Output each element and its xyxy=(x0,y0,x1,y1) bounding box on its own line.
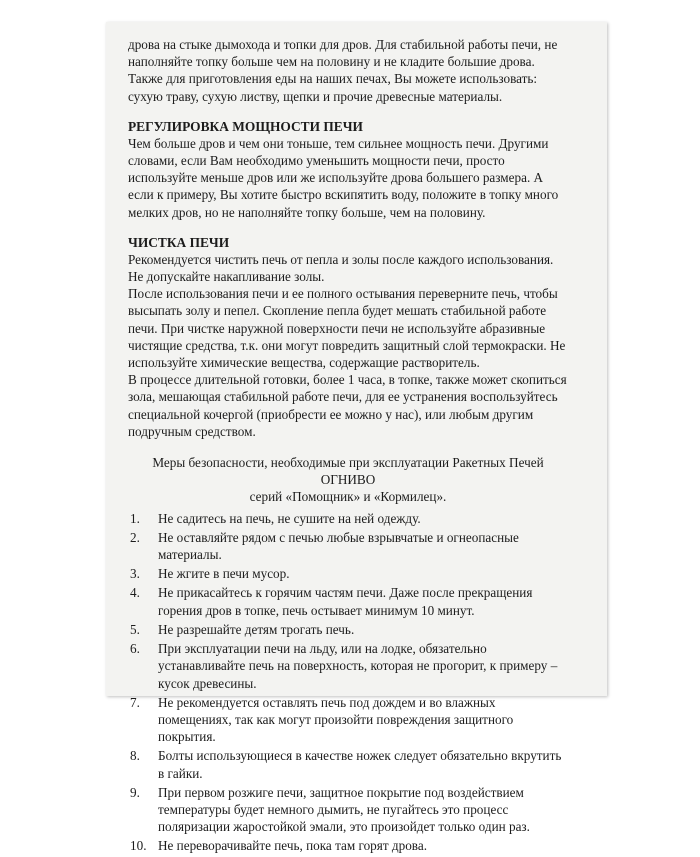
section-heading-cleaning: ЧИСТКА ПЕЧИ xyxy=(128,234,230,250)
safety-rule-item xyxy=(130,784,568,836)
safety-rule-item xyxy=(130,837,568,854)
safety-title-line-1: Меры безопасности, необходимые при эксплуатации Ракетных Печей ОГНИВО xyxy=(152,455,544,488)
safety-rule-item xyxy=(130,510,568,527)
safety-rule-text: Не переворачивайте печь, пока там горят дрова. xyxy=(158,838,427,854)
cleaning-paragraph-2: После использования печи и ее полного остывания переверните печь, чтобы высыпать золу и пепел. Скопление пепла будет мешать стабильной работе печи. При чистке наружной поверхности печи не используйте абразивные чистящие средства, т.к. они могут повредить защитный слой термокраски. Не используйте химические вещества, содержащие растворитель. xyxy=(128,286,566,371)
safety-rules-list xyxy=(128,510,568,855)
safety-rule-text: Не прикасайтесь к горячим частям печи. Даже после прекращения горения дров в топке, печь остывает минимум 10 минут. xyxy=(158,585,533,618)
intro-paragraph-1: дрова на стыке дымохода и топки для дров. Для стабильной работы печи, не наполняйте топку больше чем на половину и не кладите большие дрова. xyxy=(128,37,558,70)
safety-title xyxy=(128,454,568,506)
safety-rule-number: 4. xyxy=(130,585,140,601)
safety-rule-text: Не рекомендуется оставлять печь под дождем и во влажных помещениях, так как могут произойти повреждения защитного покрытия. xyxy=(158,694,514,745)
safety-rule-item xyxy=(130,584,568,618)
safety-rule-text: При эксплуатации печи на льду, или на лодке, обязательно устанавливайте печь на поверхность, которая не прогорит, к примеру – кусок древесины. xyxy=(158,641,558,691)
safety-rule-text: Не оставляйте рядом с печью любые взрывчатые и огнеопасные материалы. xyxy=(158,529,519,563)
safety-rule-text: Не садитесь на печь, не сушите на ней одежду. xyxy=(158,510,421,526)
safety-rule-item xyxy=(130,694,568,746)
safety-rule-number: 2. xyxy=(130,529,140,545)
safety-rule-item xyxy=(130,565,568,582)
safety-rule-number: 3. xyxy=(130,566,140,582)
safety-rule-text: Болты использующиеся в качестве ножек следует обязательно вкрутить в гайки. xyxy=(158,748,562,781)
safety-rule-item xyxy=(130,529,568,563)
safety-rule-number: 10. xyxy=(130,838,147,854)
cleaning-paragraph-3: В процессе длительной готовки, более 1 часа, в топке, также может скопиться зола, мешающая стабильной работе печи, для ее устранения воспользуйтесь специальной кочергой (приобрести ее можно у нас), или любым другим подручным средством. xyxy=(128,372,567,439)
safety-rule-text: Не разрешайте детям трогать печь. xyxy=(158,621,355,637)
safety-rule-number: 7. xyxy=(130,694,140,710)
page-content xyxy=(128,36,568,857)
power-paragraph: Чем больше дров и чем они тоньше, тем сильнее мощность печи. Другими словами, если Вам необходимо уменьшить мощности печи, просто используйте меньше дров или же используйте дрова большего размера. А если к примеру, Вы хотите быстро вскипятить воду, положите в топку много мелких дров, но не наполняйте топку больше, чем на половину. xyxy=(128,135,559,220)
safety-rule-text: Не жгите в печи мусор. xyxy=(158,566,290,582)
safety-rule-number: 9. xyxy=(130,784,140,800)
safety-rule-number: 1. xyxy=(130,510,140,526)
section-heading-power: РЕГУЛИРОВКА МОЩНОСТИ ПЕЧИ xyxy=(128,118,363,134)
safety-rule-item xyxy=(130,640,568,692)
safety-rule-text: При первом розжиге печи, защитное покрытие под воздействием температуры будет немного дымить, не пугайтесь это процесс поляризации жаростойкой эмали, это произойдет только один раз. xyxy=(158,784,530,835)
safety-rule-number: 8. xyxy=(130,748,140,764)
document-page xyxy=(106,22,607,854)
intro-paragraph-2: Также для приготовления еды на наших печах, Вы можете использовать: сухую траву, сухую листву, щепки и прочие древесные материалы. xyxy=(128,71,538,104)
safety-rule-number: 6. xyxy=(130,641,140,657)
safety-title-line-2: серий «Помощник» и «Кормилец». xyxy=(249,489,447,505)
cleaning-paragraph-1: Рекомендуется чистить печь от пепла и золы после каждого использования. Не допускайте накапливание золы. xyxy=(128,251,554,285)
safety-rule-item xyxy=(130,747,568,781)
safety-rule-item xyxy=(130,621,568,638)
safety-rule-number: 5. xyxy=(130,621,140,637)
